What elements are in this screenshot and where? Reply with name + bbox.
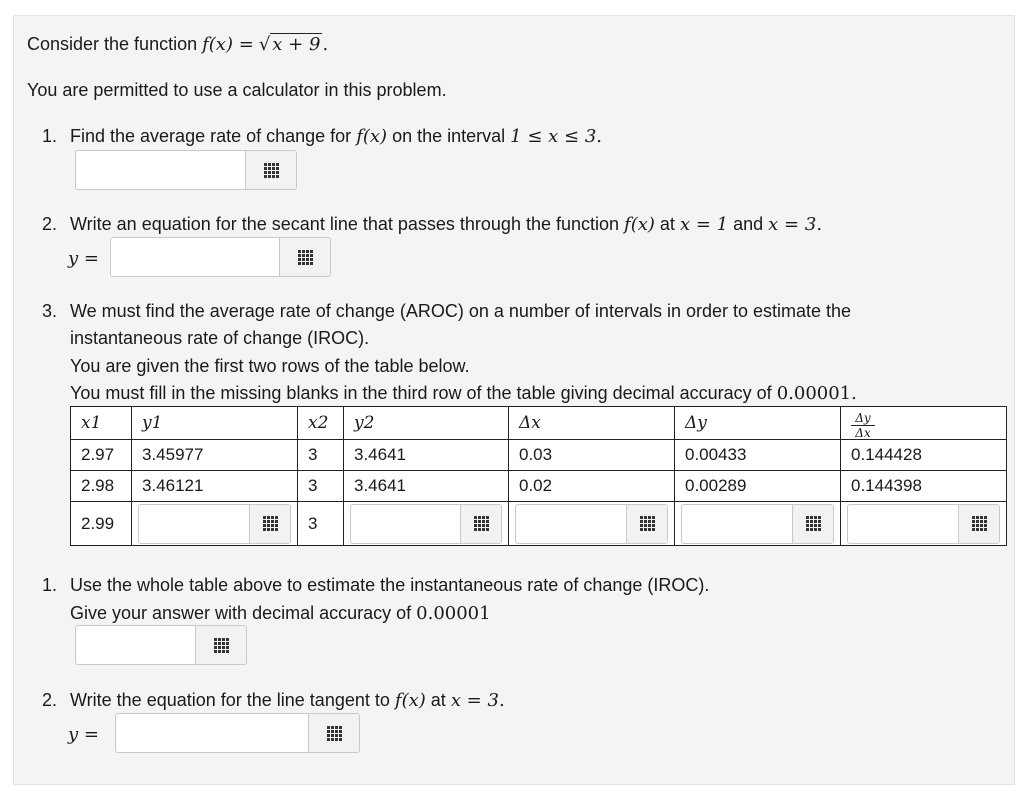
header-delta-x: Δx [509, 407, 675, 440]
y1-keypad-button[interactable] [249, 505, 290, 543]
q1-keypad-button[interactable] [245, 151, 296, 189]
q1-number: 1. [42, 126, 58, 146]
q4-number: 1. [42, 575, 58, 595]
q2-answer-input[interactable] [111, 238, 279, 276]
sqrt-expression: √ x + 9 [258, 34, 321, 55]
ratio-answer-box[interactable] [847, 504, 1000, 544]
q4-line2: Give your answer with decimal accuracy of 0.00001 [70, 603, 491, 624]
delta-y-answer-box[interactable] [681, 504, 834, 544]
grid-keypad-icon [327, 726, 342, 741]
grid-keypad-icon [264, 163, 279, 178]
function-lhs: f(x) = [202, 34, 254, 55]
delta-y-keypad-button[interactable] [792, 505, 833, 543]
grid-keypad-icon [972, 516, 987, 531]
y2-answer-box[interactable] [350, 504, 502, 544]
q4-line1: Use the whole table above to estimate the instantaneous rate of change (IROC). [70, 575, 710, 595]
grid-keypad-icon [806, 516, 821, 531]
q3-line2: instantaneous rate of change (IROC). [70, 328, 370, 348]
delta-x-input[interactable] [516, 505, 626, 543]
q2-number: 2. [42, 214, 58, 234]
delta-y-input[interactable] [682, 505, 792, 543]
header-delta-y: Δy [675, 407, 841, 440]
q2-answer-box[interactable] [110, 237, 331, 277]
q1-answer-input[interactable] [76, 151, 245, 189]
ratio-input[interactable] [848, 505, 958, 543]
grid-keypad-icon [640, 516, 655, 531]
y1-input[interactable] [139, 505, 249, 543]
q5-answer-input[interactable] [116, 714, 308, 752]
header-x1: x1 [71, 407, 132, 440]
q3-number: 3. [42, 301, 58, 321]
q5-number: 2. [42, 690, 58, 710]
q3-accuracy: 0.00001 [776, 383, 852, 404]
radicand: x + 9 [272, 34, 321, 55]
grid-keypad-icon [474, 516, 489, 531]
y2-input[interactable] [351, 505, 460, 543]
table-header-row [71, 407, 1007, 440]
q2-keypad-button[interactable] [279, 238, 330, 276]
q5-keypad-button[interactable] [308, 714, 359, 752]
q2-y-label: y = [68, 248, 99, 269]
header-ratio [841, 407, 1007, 440]
q4-answer-box[interactable] [75, 625, 247, 665]
q1-answer-box[interactable] [75, 150, 297, 190]
y2-keypad-button[interactable] [460, 505, 501, 543]
intro-line1: Consider the function f(x) = √ x + 9 . [27, 34, 329, 55]
q5-y-label: y = [68, 724, 99, 745]
q3-line3: You are given the first two rows of the table below. [70, 356, 470, 376]
table-row: 2.97 3.45977 3 3.4641 0.03 0.00433 0.144428 [71, 440, 1007, 471]
grid-keypad-icon [263, 516, 278, 531]
intro-text: Consider the function [27, 34, 198, 54]
grid-keypad-icon [214, 638, 229, 653]
header-x2: x2 [298, 407, 344, 440]
grid-keypad-icon [298, 250, 313, 265]
calculator-note: You are permitted to use a calculator in this problem. [27, 80, 447, 100]
table-row: 2.98 3.46121 3 3.4641 0.02 0.00289 0.144398 [71, 471, 1007, 502]
q3-line1: We must find the average rate of change (AROC) on a number of intervals in order to estimate the [70, 301, 852, 321]
q5-prompt: Write the equation for the line tangent to f(x) at x = 3. [70, 690, 505, 711]
q3-line4: You must fill in the missing blanks in the third row of the table giving decimal accuracy of 0.00001. [70, 383, 857, 404]
y1-answer-box[interactable] [138, 504, 291, 544]
header-y2: y2 [344, 407, 509, 440]
q5-answer-box[interactable] [115, 713, 360, 753]
q1-interval: 1 ≤ x ≤ 3 [510, 126, 597, 147]
delta-x-keypad-button[interactable] [626, 505, 667, 543]
q1-prompt: Find the average rate of change for f(x) on the interval 1 ≤ x ≤ 3. [70, 126, 603, 147]
delta-x-answer-box[interactable] [515, 504, 668, 544]
q4-keypad-button[interactable] [195, 626, 246, 664]
header-y1: y1 [132, 407, 298, 440]
q2-prompt: Write an equation for the secant line that passes through the function f(x) at x = 1 and x = 3. [70, 214, 823, 235]
ratio-keypad-button[interactable] [958, 505, 999, 543]
q4-answer-input[interactable] [76, 626, 195, 664]
table-input-row: 2.99 3 [71, 502, 1007, 546]
delta-ratio-fraction: $\frac{\Delta y}{\Delta x}$ [851, 412, 875, 439]
aroc-table [70, 406, 1007, 546]
